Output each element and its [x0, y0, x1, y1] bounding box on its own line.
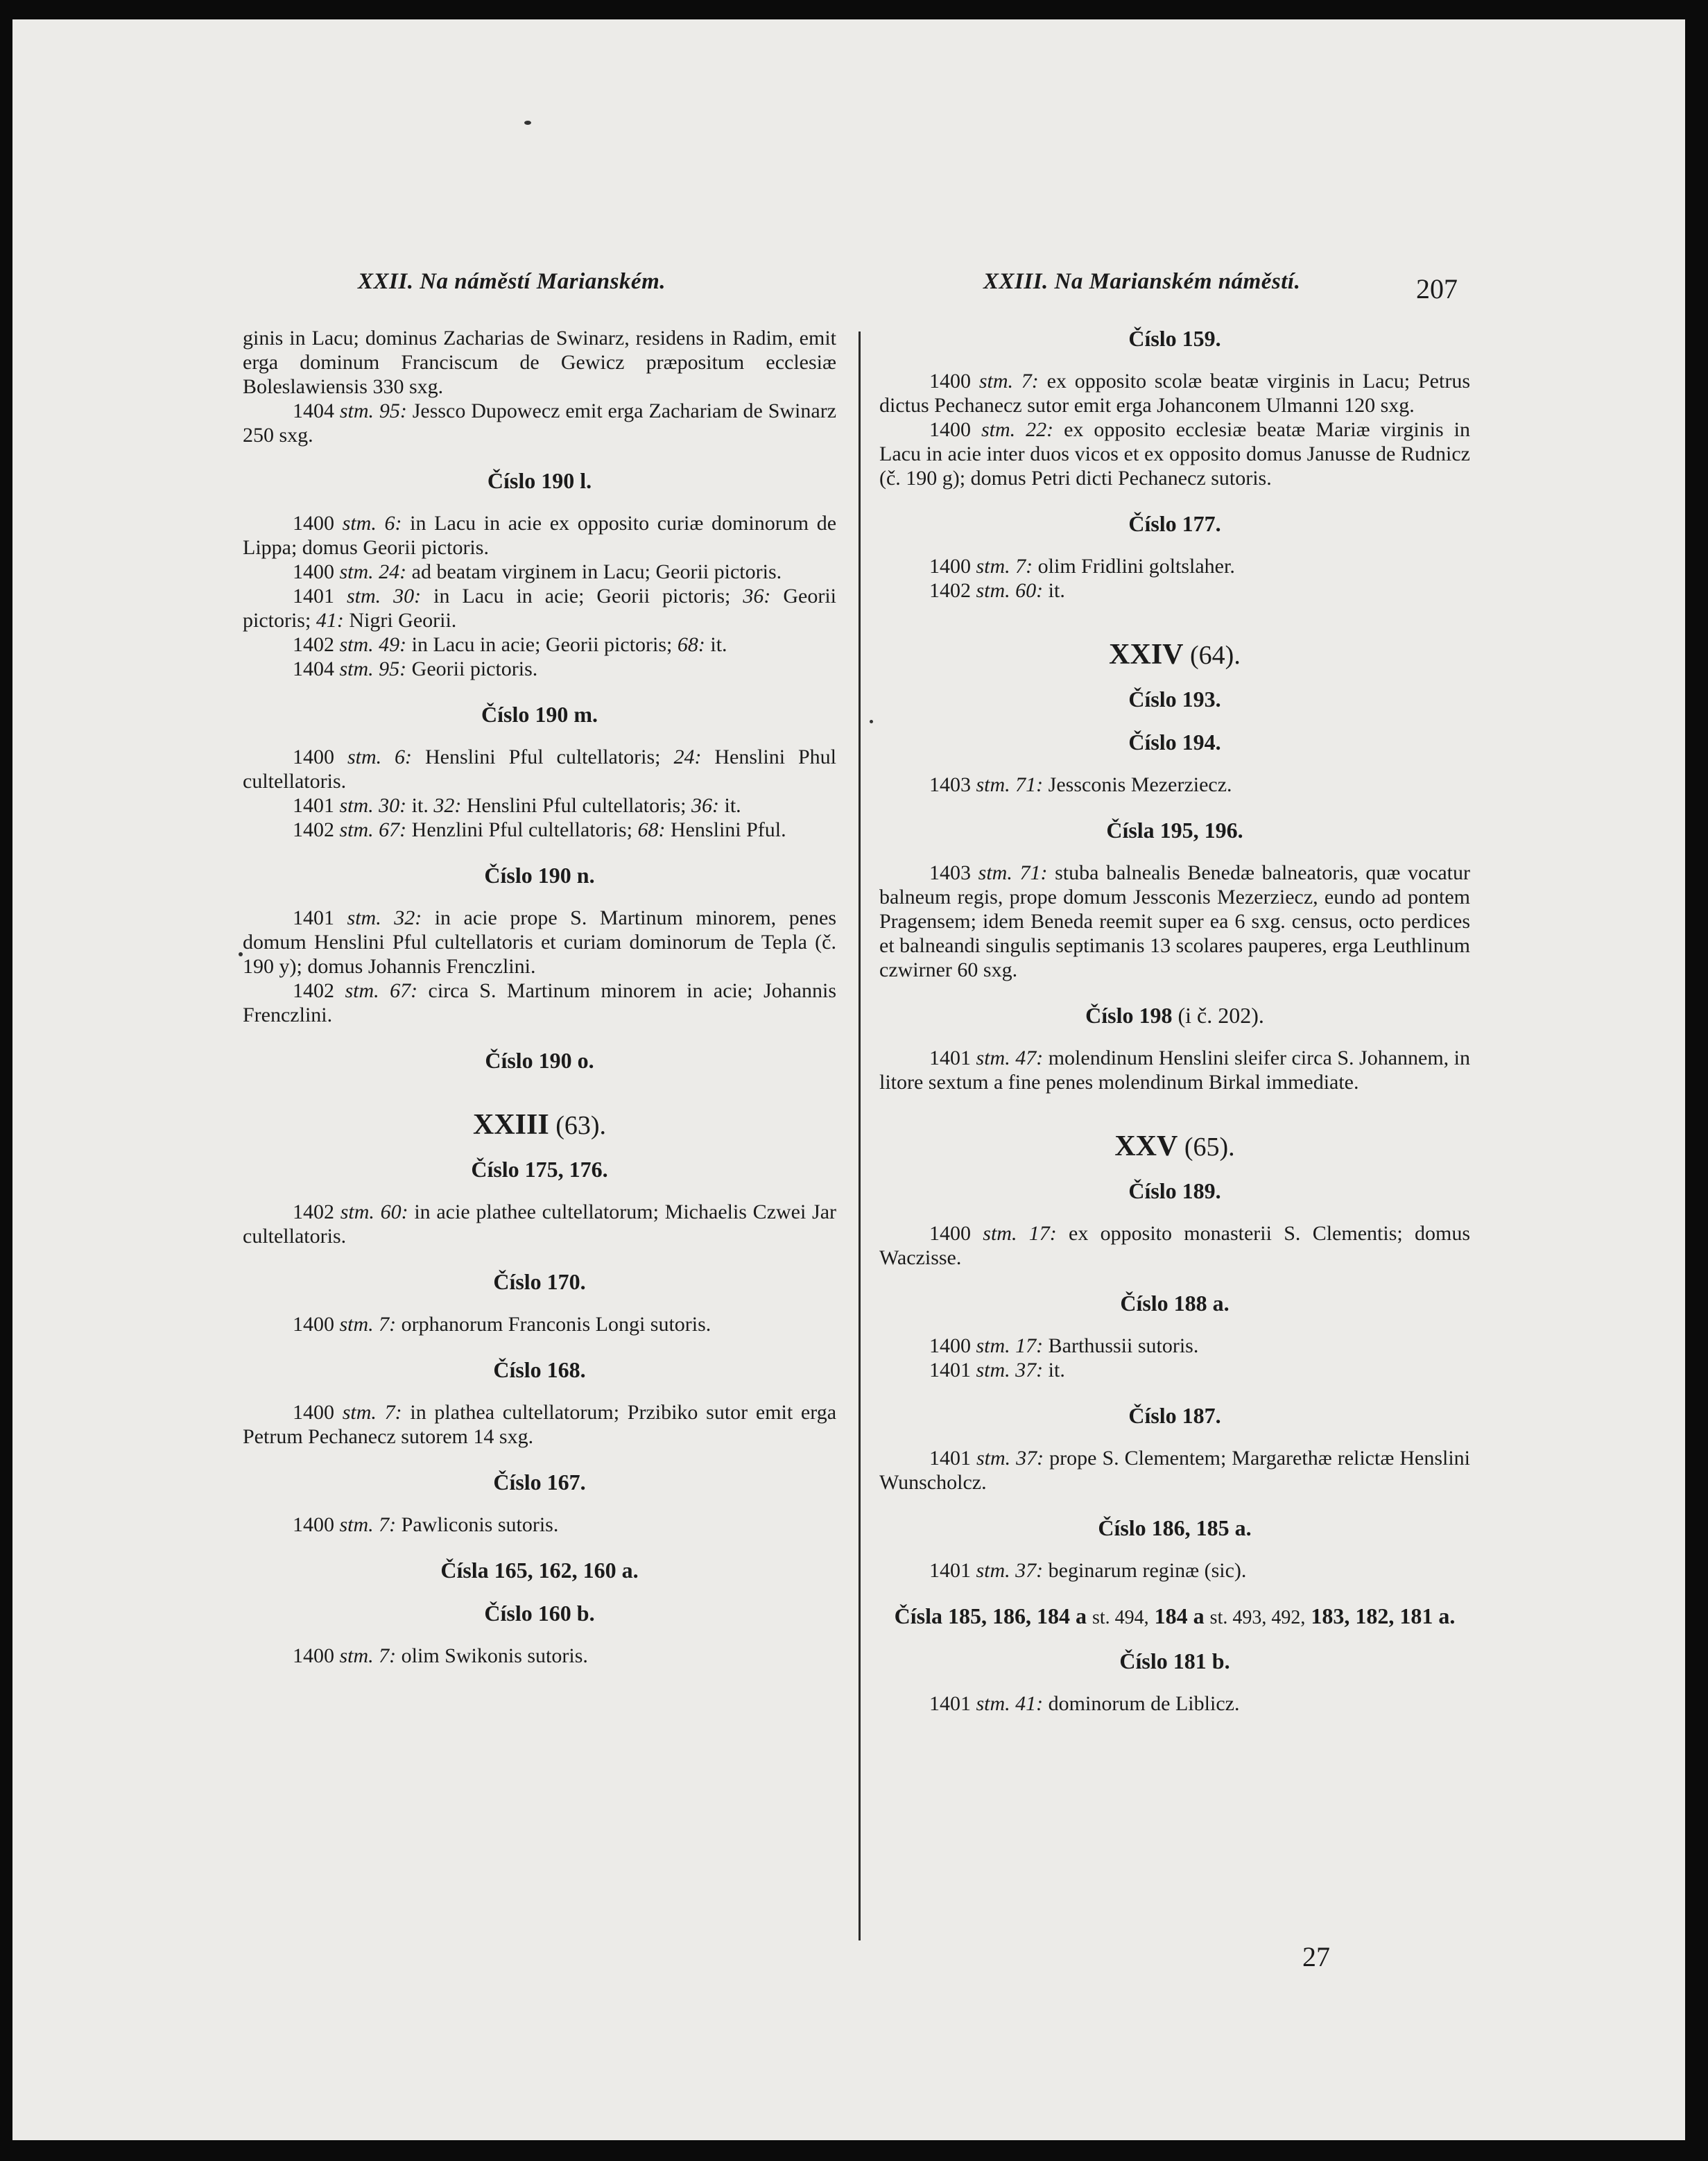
section-heading: Číslo 170.	[493, 1269, 586, 1294]
entry-paragraph: 1400 stm. 7: olim Swikonis sutoris.	[293, 1644, 588, 1667]
entry-paragraph: 1400 stm. 17: Barthussii sutoris.	[929, 1334, 1199, 1357]
entry-paragraph: 1401 stm. 37: beginarum reginæ (sic).	[929, 1559, 1247, 1582]
entry-paragraph: 1401 stm. 30: it. 32: Henslini Pful cultellatoris; 36: it.	[293, 794, 741, 817]
section-heading: Číslo 188 a.	[1120, 1291, 1230, 1316]
chapter-heading: XXIII (63).	[472, 1109, 606, 1141]
chapter-heading: XXV (65).	[1114, 1130, 1235, 1162]
paragraph: ginis in Lacu; dominus Zacharias de Swinarz, residens in Radim, emit erga dominum Franciscum de Gewicz præpositum ecclesiæ Boleslawiensis 330 sxg.	[243, 327, 836, 398]
entry-paragraph: 1400 stm. 7: olim Fridlini goltslaher.	[929, 555, 1235, 578]
entry-paragraph: 1400 stm. 6: Henslini Pful cultellatoris; 24: Henslini Phul cultellatoris.	[243, 746, 836, 793]
entry-paragraph: 1401 stm. 47: molendinum Henslini sleifer circa S. Johannem, in litore sextum a fine penes molendinum Birkal immediate.	[879, 1047, 1471, 1094]
signature-mark: 27	[1302, 1941, 1330, 1972]
section-heading: Číslo 159.	[1128, 326, 1221, 351]
section-heading: Číslo 189.	[1128, 1178, 1221, 1203]
section-heading: Číslo 168.	[493, 1357, 586, 1382]
section-heading: Čísla 195, 196.	[1106, 818, 1243, 843]
entry-paragraph: 1401 stm. 32: in acie prope S. Martinum minorem, penes domum Henslini Pful cultellatoris et curiam dominorum de Tepla (č. 190 y); domus Johannis Frenczlini.	[243, 906, 836, 978]
running-header-left: XXII. Na náměstí Marianském.	[358, 269, 666, 294]
entry-paragraph: 1400 stm. 7: orphanorum Franconis Longi sutoris.	[293, 1313, 711, 1336]
entry-paragraph: 1403 stm. 71: stuba balnealis Benedæ balneatoris, quæ vocatur balneum regis, prope domum Jessconis Mezerziecz, eundo ad pontem Pragensem; idem Beneda reemit super ea 6 sxg. census, octo perdices et balneandi singulis septimanis 13 scolares pauperes, erga Leuthlinum czwirner 60 sxg.	[879, 861, 1471, 981]
section-heading: Číslo 190 l.	[487, 468, 592, 493]
entry-paragraph: 1400 stm. 17: ex opposito monasterii S. Clementis; domus Waczisse.	[879, 1222, 1471, 1269]
entry-paragraph: 1400 stm. 7: Pawliconis sutoris.	[293, 1513, 559, 1536]
page-number: 207	[1416, 273, 1458, 304]
entry-paragraph: 1402 stm. 67: Henzlini Pful cultellatoris; 68: Henslini Pful.	[293, 818, 786, 841]
entry-paragraph: 1400 stm. 7: ex opposito scolæ beatæ virginis in Lacu; Petrus dictus Pechanecz sutor emit erga Johanconem Ulmanni 120 sxg.	[879, 370, 1470, 417]
section-heading: Číslo 193.	[1128, 687, 1221, 712]
entry-paragraph: 1401 stm. 37: prope S. Clementem; Margarethæ relictæ Henslini Wunscholcz.	[879, 1447, 1470, 1494]
entry-paragraph: 1400 stm. 24: ad beatam virginem in Lacu; Georii pictoris.	[293, 560, 782, 583]
section-heading: Číslo 186, 185 a.	[1098, 1515, 1252, 1540]
entry-paragraph: 1402 stm. 49: in Lacu in acie; Georii pictoris; 68: it.	[293, 633, 727, 656]
entry-paragraph: 1400 stm. 22: ex opposito ecclesiæ beatæ Mariæ virginis in Lacu in acie inter duos vicos et ex opposito domus Janusse de Rudnicz (č. 190 g); domus Petri dicti Pechanecz sutoris.	[879, 418, 1471, 490]
section-heading: Číslo 190 n.	[484, 863, 595, 888]
section-heading: Číslo 181 b.	[1119, 1648, 1230, 1673]
section-heading: Číslo 175, 176.	[471, 1157, 608, 1182]
section-heading: Číslo 167.	[493, 1470, 586, 1495]
section-heading: Číslo 187.	[1128, 1403, 1221, 1428]
entry-paragraph: 1401 stm. 41: dominorum de Liblicz.	[929, 1692, 1240, 1715]
section-heading: Číslo 190 m.	[481, 702, 598, 727]
section-heading: Čísla 185, 186, 184 a st. 494, 184 a st. 493, 492, 183, 182, 181 a.	[894, 1603, 1456, 1628]
section-heading: Čísla 165, 162, 160 a.	[440, 1558, 639, 1583]
entry-paragraph: 1402 stm. 60: in acie plathee cultellatorum; Michaelis Czwei Jar cultellatoris.	[243, 1200, 837, 1248]
entry-paragraph: 1404 stm. 95: Georii pictoris.	[293, 657, 538, 680]
entry-paragraph: 1402 stm. 67: circa S. Martinum minorem in acie; Johannis Frenczlini.	[243, 979, 837, 1026]
section-heading: Číslo 198 (i č. 202).	[1085, 1003, 1264, 1028]
left-column	[243, 326, 836, 1668]
entry-paragraph: 1404 stm. 95: Jessco Dupowecz emit erga Zachariam de Swinarz 250 sxg.	[243, 399, 837, 447]
paper-speck	[870, 720, 873, 723]
section-heading: Číslo 194.	[1128, 730, 1221, 755]
entry-paragraph: 1401 stm. 37: it.	[929, 1359, 1065, 1381]
paper-speck	[524, 121, 531, 125]
section-heading: Číslo 177.	[1128, 511, 1221, 536]
chapter-heading: XXIV (64).	[1109, 639, 1241, 671]
entry-paragraph: 1401 stm. 30: in Lacu in acie; Georii pictoris; 36: Georii pictoris; 41: Nigri Georii.	[243, 585, 837, 632]
section-heading: Číslo 190 o.	[485, 1048, 594, 1073]
right-column	[879, 326, 1470, 1716]
running-header-right: XXIII. Na Marianském náměstí.	[983, 269, 1301, 294]
entry-paragraph: 1400 stm. 6: in Lacu in acie ex opposito curiæ dominorum de Lippa; domus Georii pictoris.	[243, 512, 837, 559]
entry-paragraph: 1402 stm. 60: it.	[929, 579, 1065, 602]
section-heading: Číslo 160 b.	[484, 1601, 595, 1626]
column-divider	[859, 332, 861, 1940]
entry-paragraph: 1403 stm. 71: Jessconis Mezerziecz.	[929, 773, 1232, 796]
entry-paragraph: 1400 stm. 7: in plathea cultellatorum; Przibiko sutor emit erga Petrum Pechanecz sutorem 14 sxg.	[243, 1401, 837, 1448]
